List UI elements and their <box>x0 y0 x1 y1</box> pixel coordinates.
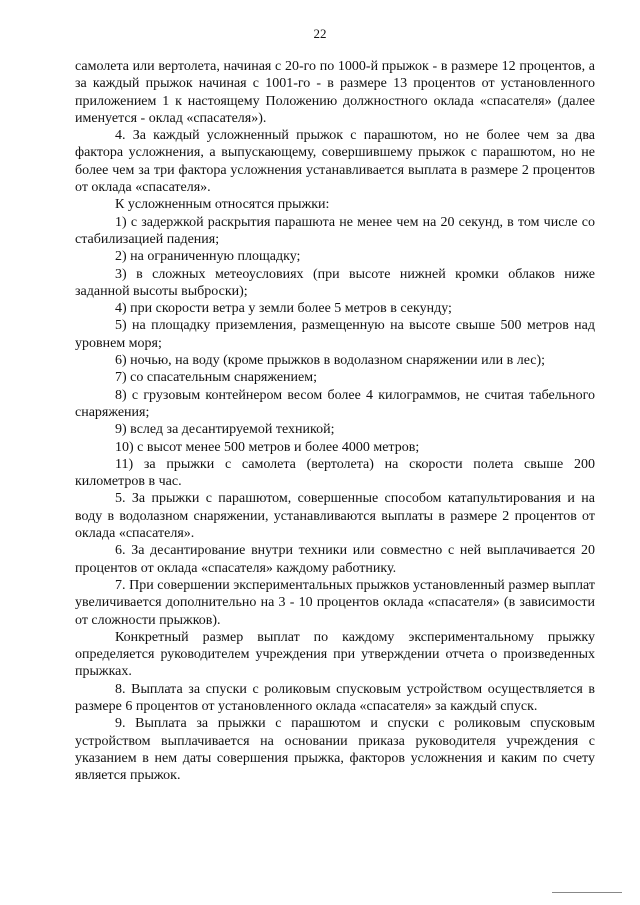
list-item-4: 4) при скорости ветра у земли более 5 метров в секунду; <box>115 301 452 317</box>
page-corner-divider <box>552 892 622 893</box>
list-item-1: 1) с задержкой раскрытия парашюта не менее чем на 20 секунд, в том числе со стабилизацией падения; <box>75 214 595 247</box>
list-item-7: 7) со спасательным снаряжением; <box>115 370 318 386</box>
list-item-3: 3) в сложных метеоусловиях (при высоте нижней кромки облаков ниже заданной высоты выброски); <box>75 266 595 299</box>
list-item-10: 10) с высот менее 500 метров и более 4000 метров; <box>115 439 420 455</box>
paragraph-item-9: 9. Выплата за прыжки с парашютом и спуски с роликовым спусковым устройством выплачивается на основании приказа руководителя учреждения с указанием в нем даты совершения прыжка, факторов усложнения и каким по счету является прыжок. <box>75 716 595 784</box>
list-item-5: 5) на площадку приземления, размещенную на высоте свыше 500 метров над уровнем моря; <box>75 318 595 351</box>
list-item-9: 9) вслед за десантируемой техникой; <box>115 422 335 438</box>
page-number: 22 <box>313 26 327 41</box>
list-item-6: 6) ночью, на воду (кроме прыжков в водолазном снаряжении или в лес); <box>115 353 546 369</box>
paragraph-item-8: 8. Выплата за спуски с роликовым спусковым устройством осуществляется в размере 6 процентов от установленного оклада «спасателя» за каждый спуск. <box>75 681 595 714</box>
paragraph-experimental-payment: Конкретный размер выплат по каждому экспериментальному прыжку определяется руководителем учреждения при утверждении отчета о произведенных прыжках. <box>75 629 595 680</box>
list-item-11: 11) за прыжки с самолета (вертолета) на скорости полета свыше 200 километров в час. <box>75 456 595 490</box>
paragraph-item-4: 4. За каждый усложненный прыжок с парашютом, но не более чем за два фактора усложнения, а выпускающему, совершившему прыжок с парашютом, но не более чем за три фактора усложнения устанавливается выплата в размере 2 процентов от оклада «спасателя». <box>75 128 595 196</box>
paragraph-complicated-jumps-intro: К усложненным относятся прыжки: <box>115 197 330 213</box>
document-body <box>75 58 595 784</box>
paragraph-continuation: самолета или вертолета, начиная с 20-го по 1000-й прыжок - в размере 12 процентов, а за каждый прыжок начиная с 1001-го - в размере 13 процентов от установленного приложением 1 к настоящему Положению должностного оклада «спасателя» (далее именуется - оклад «спасателя»). <box>75 59 595 126</box>
list-item-2: 2) на ограниченную площадку; <box>115 249 301 265</box>
paragraph-item-7: 7. При совершении экспериментальных прыжков установленный размер выплат увеличивается дополнительно на 3 - 10 процентов оклада «спасателя» (в зависимости от сложности прыжков). <box>75 577 595 628</box>
paragraph-item-6: 6. За десантирование внутри техники или совместно с ней выплачивается 20 процентов от оклада «спасателя» каждому работнику. <box>75 543 595 576</box>
list-item-8: 8) с грузовым контейнером весом более 4 килограммов, не считая табельного снаряжения; <box>75 387 595 420</box>
paragraph-item-5: 5. За прыжки с парашютом, совершенные способом катапультирования и на воду в водолазном снаряжении, устанавливаются выплаты в размере 2 процентов от оклада «спасателя». <box>75 491 595 542</box>
